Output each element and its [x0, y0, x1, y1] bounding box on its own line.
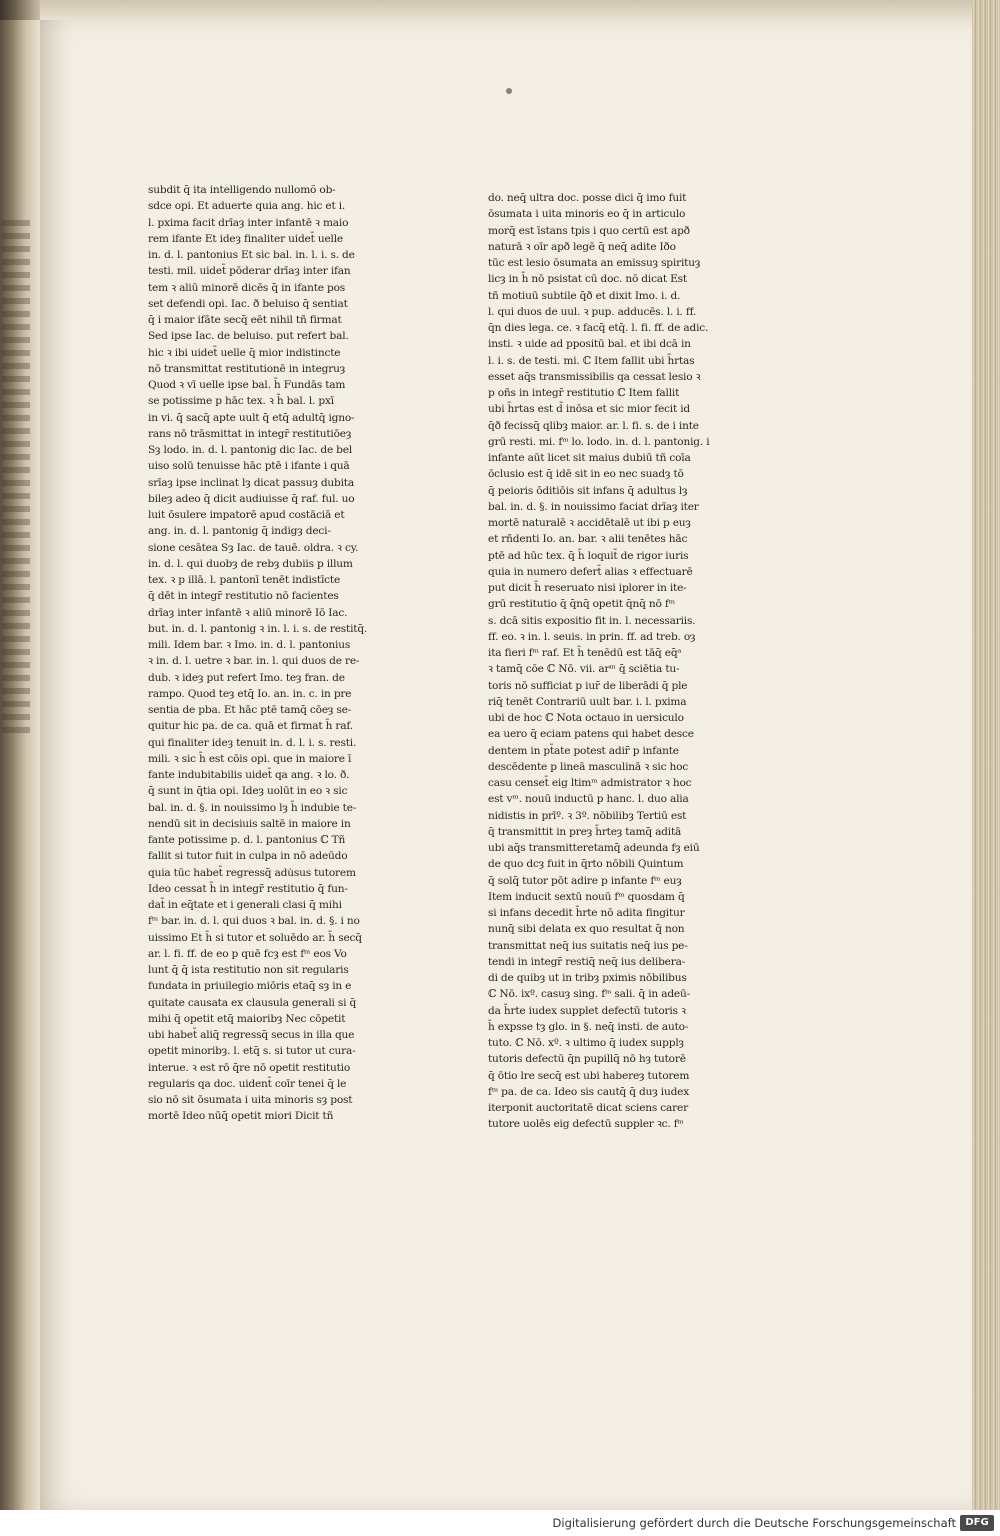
text-line: riq̄ tenēt Contrariū uult bar. i. l. pxima	[488, 695, 687, 708]
text-line: ang. in. d. l. pantonig q̄ indigȝ deci-	[148, 525, 331, 538]
text-line: mortē naturalē ꝛ accidētalē ut ibi p euȝ	[488, 517, 691, 529]
text-line: da h̄rte iudex supplet defectū tutoris ꝛ	[488, 1004, 686, 1017]
text-line: Sȝ lodo. in. d. l. pantonig dic Iac. de bel	[148, 444, 353, 456]
text-line: in. d. l. pantonius Et sic bal. in. l. i. s. de	[148, 249, 355, 261]
text-line: sdce opi. Et aduerte quia ang. hic et i.	[148, 200, 346, 213]
text-line: q̄ i maior ifāte secq̄ eēt nihil tñ firmat	[148, 314, 342, 326]
text-line: bal. in. d. §. in nouissimo lȝ h̄ indubie te-	[148, 801, 357, 814]
text-line: q̄ð fecissq̄ qlibȝ maior. ar. l. fi. s. de i inte	[488, 419, 699, 432]
text-line: ff. eo. ꝛ in. l. seuis. in prin. ff. ad treb. oȝ	[488, 630, 696, 643]
text-line: esset aq̄s transmissibilis qa cessat lesio ꝛ	[488, 370, 701, 383]
text-line: tūc est lesio ōsumata an emissuȝ spirituȝ	[488, 257, 701, 269]
text-line: q̄ peioris ōditiōis sit infans q̄ adultus lȝ	[488, 484, 688, 497]
text-line: iterponit auctoritatē dicat sciens carer	[488, 1102, 688, 1114]
text-line: rampo. Quod teȝ etq̄ Io. an. in. c. in pre	[148, 687, 352, 700]
right-page-stack-edge	[972, 0, 1000, 1510]
text-line: Sed ipse Iac. de beluiso. put refert bal.	[148, 330, 349, 343]
text-line: dat̄ in eq̄tate et i generali clasi q̄ mihi	[148, 899, 342, 911]
text-line: Ideo cessat h̄ in integr̄ restitutio q̄ fun-	[148, 882, 348, 895]
text-line: drīaȝ inter infantē ꝛ aliū minorē Iō Iac.	[148, 606, 348, 619]
text-line: q̄ solq̄ tutor pōt adire p infante fᵐ euȝ	[488, 874, 682, 887]
text-line: in. d. l. qui duobȝ de rebȝ dubiis p illum	[148, 557, 353, 570]
text-line: srīaȝ ipse inclinat lȝ dicat passuȝ dubita	[148, 476, 354, 489]
text-line: q̄n dies lega. ce. ꝛ facq̄ etq̄. l. fi. ff. de adic.	[488, 322, 709, 334]
text-line: set defendi opi. Iac. ð beluiso q̄ sentiat	[148, 297, 348, 310]
text-line: ubi de hoc ℂ Nota octauo in uersiculo	[488, 712, 684, 724]
page-speck	[506, 88, 512, 94]
text-line: fᵐ pa. de ca. Ideo sis cautq̄ q̄ duȝ iudex	[488, 1085, 689, 1098]
left-page-edge	[0, 20, 40, 1510]
text-line: bal. in. d. §. in nouissimo faciat drīaȝ iter	[488, 500, 699, 513]
text-line: quitur hic pa. de ca. quā et firmat h̄ raf.	[148, 720, 353, 733]
text-line: se potissime p hāc tex. ꝛ h̄ bal. l. pxī	[148, 395, 334, 408]
text-line: uissimo Et h̄ si tutor et soluēdo ar. h̄ secq̄	[148, 931, 362, 944]
text-line: di de quibȝ ut in tribȝ pximis nōbilibus	[488, 972, 687, 984]
text-line: interue. ꝛ est rō q̄re nō opetit restitutio	[148, 1061, 351, 1074]
text-line: ea uero q̄ eciam patens qui habet desce	[488, 728, 694, 741]
text-line: grū resti. mi. fᵐ lo. lodo. in. d. l. pantonig. i	[488, 435, 710, 448]
text-line: p oñs in integr̄ restitutio ℂ Item fallit	[488, 387, 680, 399]
text-line: rans nō trāsmittat in integr̄ restitutiōeȝ	[148, 427, 352, 440]
text-line: q̄ ōtio lre secq̄ est ubi habereȝ tutorem	[488, 1069, 690, 1082]
text-line: ptē ad hūc tex. q̄ h̄ loquit̄ de rigor iuris	[488, 549, 689, 562]
text-line: fallit si tutor fuit in culpa in nō adeūdo	[148, 850, 348, 863]
text-line: naturā ꝛ oīr apð legē q̄ neq̄ adite Iðo	[488, 240, 676, 253]
text-line: ōclusio est q̄ idē sit in eo nec suadȝ tō	[488, 468, 684, 481]
text-line: ℂ Nō. ixº. casuȝ sing. fᵐ sali. q̄ in adeū-	[488, 988, 690, 1001]
text-line: mili. Idem bar. ꝛ Imo. in. d. l. pantonius	[148, 639, 351, 651]
text-line: transmittat neq̄ ius suitatis neq̄ ius pe-	[488, 939, 688, 952]
text-line: ꝛ tamq̄ cōe ℂ Nō. vii. arᵐ q̄ sciētia tu-	[488, 663, 680, 676]
text-line: est vᵐ. nouū inductū p hanc. l. duo alia	[488, 793, 689, 806]
text-line: tutore uolēs eig defectū suppler ꝛc. fᵐ	[488, 1118, 684, 1131]
text-line: lunt q̄ q̄ ista restitutio non sit regularis	[148, 964, 349, 976]
text-line: l. i. s. de testi. mi. ℂ Item fallit ubi h̄rtas	[488, 354, 695, 367]
text-line: tñ motiuū subtile q̄ð et dixit Imo. i. d.	[488, 289, 681, 302]
text-line: luit ōsulere impatorē apud costāciā et	[148, 509, 345, 521]
text-line: tutoris defectū q̄n pupillq̄ nō hȝ tutorē	[488, 1053, 686, 1066]
text-line: nunq̄ sibi delata ex quo resultat q̄ non	[488, 923, 685, 936]
text-line: tuto. ℂ Nō. xº. ꝛ ultimo q̄ iudex supplȝ	[488, 1037, 684, 1049]
text-line: insti. ꝛ uide ad ppositū bal. et ibi dcā in	[488, 338, 691, 351]
text-line: licȝ in h̄ nō psistat cū doc. nō dicat Est	[488, 273, 687, 286]
text-line: but. in. d. l. pantonig ꝛ in. l. i. s. de restitq̄.	[148, 622, 368, 635]
text-line: tendi in integr̄ restiq̄ neq̄ ius delibera-	[488, 955, 686, 968]
left-page-bleed-text	[2, 220, 30, 740]
footer-credit: Digitalisierung gefördert durch die Deutsche Forschungsgemeinschaft	[552, 1516, 956, 1530]
text-line: tem ꝛ aliū minorē dicēs q̄ in ifante pos	[148, 281, 345, 294]
text-line: fundata in priuilegio miōris etaq̄ sȝ in e	[148, 980, 352, 993]
text-line: ubi aq̄s transmitteretamq̄ adeunda fȝ eiū	[488, 842, 700, 854]
text-line: rem ifante Et ideȝ finaliter uidet̄ uelle	[148, 232, 343, 245]
text-line: l. qui duos de uul. ꝛ pup. adducēs. l. i. ff.	[488, 305, 697, 318]
right-text-column	[488, 190, 750, 1133]
text-line: si infans decedit h̄rte nō adita fingitur	[488, 907, 685, 919]
text-line: ita fieri fᵐ raf. Et h̄ tenēdū est tāq̄ eq̄ᵃ	[488, 647, 682, 659]
text-line: et rñdenti Io. an. bar. ꝛ alii tenētes hāc	[488, 533, 688, 546]
text-line: l. pxima facit drīaȝ inter infantē ꝛ maio	[148, 216, 349, 229]
text-line: ꝛ in. d. l. uetre ꝛ bar. in. l. qui duos de re-	[148, 655, 360, 668]
text-line: ar. l. fi. ff. de eo p quē fcȝ est fᵐ eos Vo	[148, 947, 347, 960]
text-line: bileȝ adeo q̄ dicit audiuisse q̄ raf. ful. uo	[148, 492, 355, 505]
text-line: dentem in pt̄ate potest adir̄ p infante	[488, 744, 679, 757]
text-line: qui finaliter ideȝ tenuit in. d. l. i. s. resti.	[148, 736, 357, 749]
text-line: grū restitutio q̄ q̄nq̄ opetit q̄nq̄ nō fᵐ	[488, 598, 675, 611]
text-line: descēdente p lineā masculinā ꝛ sic hoc	[488, 760, 689, 773]
text-line: hic ꝛ ibi uidet̄ uelle q̄ mior indistincte	[148, 346, 341, 359]
text-line: nendū sit in decisiuis saltē in maiore in	[148, 817, 351, 830]
text-line: s. dcā sitis expositio fit in. l. necessariis.	[488, 614, 696, 627]
text-line: fᵐ bar. in. d. l. qui duos ꝛ bal. in. d. §. i no	[148, 915, 360, 928]
text-line: mili. ꝛ sic h̄ est cōis opi. que in maiore ī	[148, 752, 352, 765]
text-line: ōsumata i uita minoris eo q̄ in articulo	[488, 208, 686, 221]
text-line: casu censet̄ eig ltimᵐ admistrator ꝛ hoc	[488, 777, 692, 789]
text-line: fante potissime p. d. l. pantonius ℂ Tñ	[148, 834, 346, 846]
text-line: infante aūt licet sit maius dubiū tñ coīa	[488, 452, 691, 464]
text-line: tex. ꝛ p illā. l. pantonī tenēt indistīcte	[148, 574, 341, 586]
left-text-column	[148, 182, 403, 1125]
text-line: nō transmittat restitutionē in integruȝ	[148, 362, 346, 375]
text-line: subdit q̄ ita intelligendo nullomõ ob-	[148, 184, 336, 196]
text-line: sione cesātea Sȝ Iac. de tauē. oldra. ꝛ cy.	[148, 541, 359, 554]
dfg-logo: DFG	[960, 1515, 994, 1531]
text-line: do. neq̄ ultra doc. posse dici q̄ imo fuit	[488, 192, 687, 204]
text-line: opetit minoribȝ. l. etq̄ s. si tutor ut cura-	[148, 1045, 356, 1058]
text-line: quia tūc habet̄ regressq̄ adu̇sus tutorem	[148, 866, 356, 879]
text-line: q̄ dēt in integr̄ restitutio nō facientes	[148, 590, 339, 603]
text-line: Item inducit sextū nouū fᵐ quosdam q̄	[488, 890, 685, 903]
text-line: sentia de pba. Et hāc ptē tamq̄ cōeȝ se-	[148, 704, 352, 716]
text-line: put dicit h̄ reseruato nisi iplorer in ite-	[488, 582, 687, 594]
text-line: fante indubitabilis uidet̄ qa ang. ꝛ lo. ð.	[148, 769, 350, 781]
text-line: q̄ transmittit in preȝ h̄rteȝ tamq̄ aditā	[488, 825, 682, 838]
digitization-footer	[0, 1510, 1000, 1536]
text-line: quitate causata ex clausula generali si q̄	[148, 996, 357, 1009]
text-line: mortē Ideo nūq̄ opetit miori Dicit tñ	[148, 1110, 334, 1123]
text-line: quia in numero defert̄ alias ꝛ effectuarē	[488, 565, 693, 578]
text-line: mihi q̄ opetit etq̄ maioribȝ Nec cōpetit	[148, 1012, 346, 1025]
text-line: sio nō sit ōsumata i uita minoris sȝ post	[148, 1094, 353, 1106]
text-line: in vi. q̄ sacq̄ apte uult q̄ etq̄ adultq̄ igno-	[148, 411, 355, 424]
text-line: Quod ꝛ vī uelle ipse bal. h̄ Fundās tam	[148, 379, 346, 391]
text-line: de quo dcȝ fuit in q̄rto nōbili Quintum	[488, 858, 684, 871]
text-line: uiso solū tenuisse hāc ptē i ifante i quā	[148, 460, 350, 473]
text-line: h̄ expsse tȝ glo. in §. neq̄ insti. de auto-	[488, 1020, 689, 1033]
text-line: morq̄ est īstans tpis i quo certū est apð	[488, 224, 690, 237]
text-line: ubi h̄rtas est d̄ inōsa et sic mior fecit id	[488, 403, 690, 416]
text-line: nidistis in prīº. ꝛ 3º. nōbilibȝ Tertiū est	[488, 809, 687, 822]
text-line: dub. ꝛ ideȝ put refert Imo. teȝ fran. de	[148, 671, 345, 684]
text-line: regularis qa doc. uident̄ coīr tenei q̄ le	[148, 1077, 347, 1090]
text-line: q̄ sunt in q̄tia opi. Ideȝ uolūt in eo ꝛ sic	[148, 785, 348, 798]
text-line: toris nō sufficiat p iur̄ de liberādi q̄ ple	[488, 679, 688, 692]
text-line: ubi habet̄ aliq̄ regressq̄ secus in illa que	[148, 1029, 355, 1041]
text-line: testi. mil. uidet̄ pōderar drīaȝ inter ifan	[148, 265, 351, 278]
